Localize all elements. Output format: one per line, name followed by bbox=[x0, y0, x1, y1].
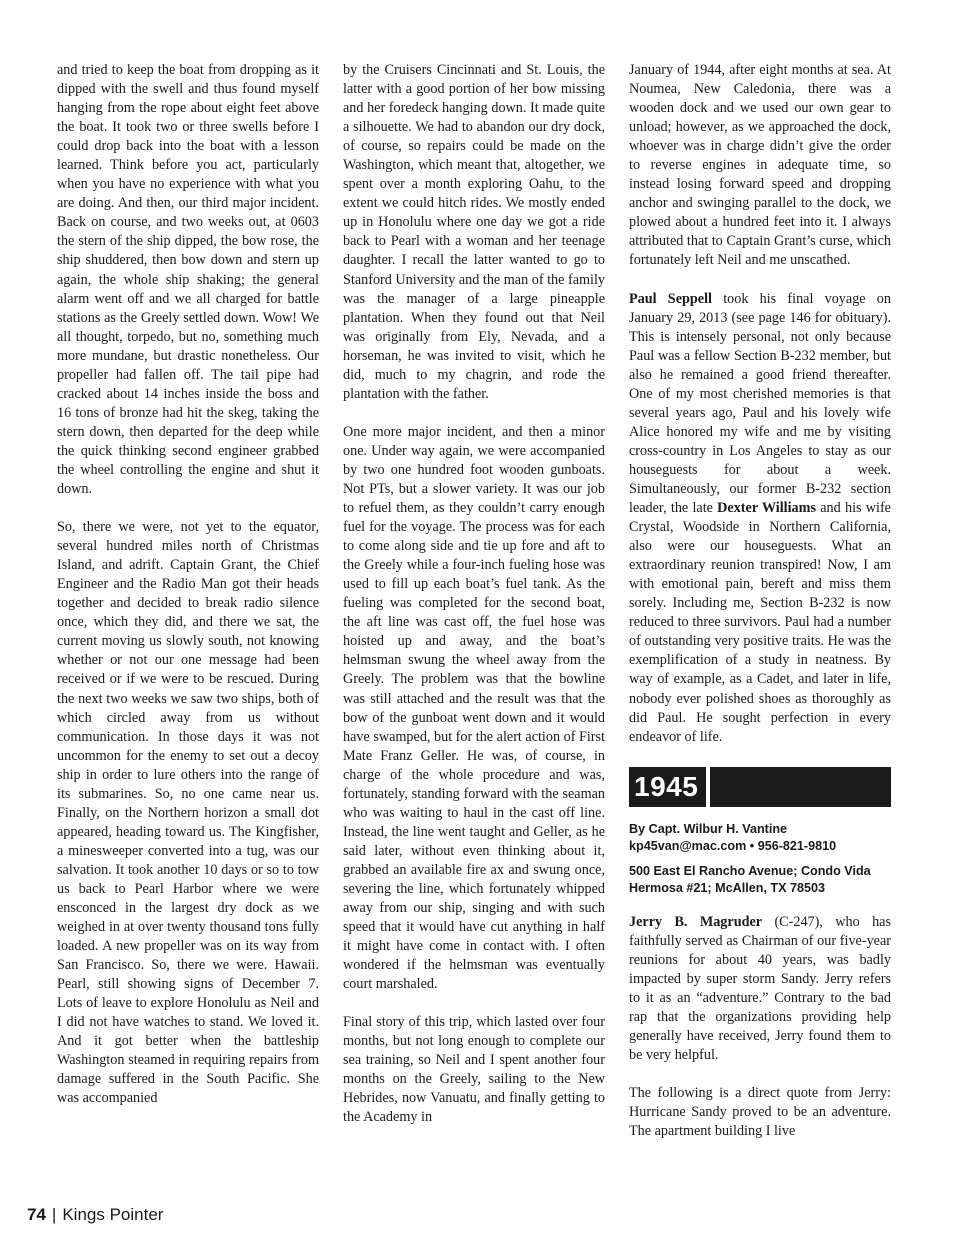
page-number: 74 bbox=[27, 1205, 46, 1224]
footer-separator: | bbox=[51, 1205, 57, 1224]
paragraph-adrift: So, there we were, not yet to the equator, several hundred miles north of Christmas Island, and adrift. Captain Grant, the Chief Engineer and the Radio Man got their heads together and decided to break radio silence once, which they did, and there we sat, the current moving us slowly south, not knowing whether or not our one message had been received or if we were to be rescued. During the next two weeks we saw two ships, both of which circled away from us without communication. In those days it was not uncommon for the enemy to set out a decoy ship in order to lure others into the range of its submarines. So, no one came near us. Finally, on the Northern horizon a small dot appeared, heading toward us. The Kingfisher, a minesweeper converted into a tug, was our salvation. It took another 10 days or so to tow us back to Pearl Harbor where we were ensconced in the largest dry dock as we weighed in at over twenty thousand tons fully loaded. A new propeller was on its way from San Francisco. So, there we were. Hawaii. Pearl, still showing signs of December 7. Lots of leave to explore Honolulu as Neil and I did not have watches to stand. We loved it. And it got better when the battleship Washington steamed in requiring repairs from damage suffered in the South Pacific. She was accompanied bbox=[57, 519, 319, 1107]
column-left bbox=[57, 61, 319, 1109]
page-footer bbox=[27, 1204, 163, 1226]
address-line-2: Hermosa #21; McAllen, TX 78503 bbox=[629, 880, 825, 895]
paragraph-oahu: by the Cruisers Cincinnati and St. Louis, the latter with a good portion of her bow missing and her foredeck hanging down. It made quite a silhouette. We had to abandon our dry dock, of course, so repairs could be made on the Washington, which meant that, altogether, we spent over a month exploring Oahu, to the extent we could hitch rides. We mostly ended up in Honolulu where one day we got a ride back to Pearl with a woman and her teenage daughter. I recall the latter wanted to go to Stanford University and the man of the family was the manager of a large pineapple plantation. When they found out that Neil was originally from Ely, Nevada, and a horseman, he was invited to visit, which he did, much to my chagrin, and rode the plantation with the father. bbox=[343, 62, 606, 402]
column-middle bbox=[343, 61, 605, 1128]
paragraph-gunboats: One more major incident, and then a minor one. Under way again, we were accompanied by two one hundred foot wooden gunboats. Not PTs, but a slower variety. It was our job to refuel them, as they couldn’t carry enough fuel for the voyage. The process was for each to come along side and tie up fore and aft to the Greely while a four-inch fueling hose was used to fill up each boat’s fuel tank. As the fueling was completed for the second boat, the aft line was cast off, the fuel hose was hoisted up and away, and the boat’s helmsman swung the wheel away from the Greely. The problem was that the bowline was still attached and the result was that the bow of the gunboat went down and it would have swamped, but for the alert action of First Mate Franz Geller. He was, of course, in charge of the whole procedure and was, fortunately, standing forward with the seaman who was waiting to haul in the cast off line. Instead, the line went taught and Geller, as he said later, without even thinking about it, grabbed an available fire ax and swung once, severing the line, which fortunately whipped away from our ship, singing and with such speed that it would have cut anything in half it might have come in contact with. I often wondered if the helmsman was eventually court marshaled. bbox=[343, 423, 605, 993]
byline bbox=[629, 821, 891, 855]
paragraph-paul-seppell bbox=[629, 290, 891, 747]
paragraph-jerry-magruder bbox=[629, 913, 891, 1065]
byline-author: By Capt. Wilbur H. Vantine bbox=[629, 821, 788, 836]
paragraph-final-story: Final story of this trip, which lasted over four months, but not long enough to complete our sea training, so Neil and I spent another four months on the Greely, sailing to the New Hebrides, now Vanuatu, and finally getting to the Academy in bbox=[343, 1014, 605, 1126]
column-right bbox=[629, 61, 891, 1141]
byline-contact: kp45van@mac.com • 956-821-9810 bbox=[629, 838, 837, 853]
jerry-magruder-text: (C-247), who has faithfully served as Chairman of our five-year reunions for about 40 years, was badly impacted by super storm Sandy. Jerry refers to it as an “adventure.” Contrary to the bad rap that the organizations providing help generally have received, Jerry found them to be very helpful. bbox=[629, 913, 891, 1063]
publication-name: Kings Pointer bbox=[62, 1205, 164, 1224]
class-year: 1945 bbox=[629, 767, 706, 807]
paul-seppell-text-b: and his wife Crystal, Woodside in Northern California, also were our houseguests. What an extraordinary reunion transpired! Now, I am with emotional pain, bereft and miss them sorely. Including me, Section B-232 is now reduced to three survivors. Paul had a number of outstanding very positive traits. He was the exemplification of a study in neatness. By way of example, as a Cadet, and later in life, nobody ever polished shoes as thoroughly as did Paul. He sought perfection in every endeavor of life. bbox=[629, 500, 891, 745]
byline-address bbox=[629, 863, 891, 897]
paragraph-direct-quote: The following is a direct quote from Jerry: Hurricane Sandy proved to be an adventure. The apartment building I live bbox=[629, 1085, 891, 1140]
paragraph-propeller-incident: and tried to keep the boat from dropping as it dipped with the swell and thus found myself hanging from the rope about eight feet above the boat. It took two or three swells before I could drop back into the boat with a lesson learned. Think before you act, particularly when you have no experience with what you are doing. And then, our third major incident. Back on course, and two weeks out, at 0603 the stern of the ship dipped, the bow rose, the ship shuddered, then bow down and stern up again, the whole ship shaking; the general alarm went off and we all charged for battle stations as the Greely settled down. Wow! We all thought, torpedo, but no, something much more mundane, but drastic nonetheless. Our propeller had fallen off. The tail pipe had cracked about 14 inches inside the boss and 16 tons of bronze had hit the skeg, taking the stern down, then departed for the deep while the quick thinking second engineer grabbed the wheel controlling the engine and shut it down. bbox=[57, 62, 319, 498]
name-paul-seppell: Paul Seppell bbox=[629, 290, 712, 307]
paul-seppell-text-a: took his final voyage on January 29, 2013 (see page 146 for obituary). This is intensely personal, not only because Paul was a fellow Section B-232 member, but also he remained a good friend thereafter. One of my most cherished memories is that several years ago, Paul and his lovely wife Alice honored my wife and me by visiting cross-country in Los Angeles to stay as our houseguests for about a week. Simultaneously, our former B-232 section leader, the late bbox=[629, 290, 891, 517]
name-jerry-magruder: Jerry B. Magruder bbox=[629, 913, 763, 930]
address-line-1: 500 East El Rancho Avenue; Condo Vida bbox=[629, 863, 871, 878]
paragraph-noumea: January of 1944, after eight months at sea. At Noumea, New Caledonia, there was a wooden dock and we used our own gear to unload; however, as we approached the dock, whoever was in charge didn’t give the order to reverse engines in adequate time, so instead losing forward speed and dropping anchor and swinging parallel to the dock, we plowed about a hundred feet into it. I always attributed that to Captain Grant’s curse, which fortunately left Neil and me unscathed. bbox=[629, 62, 892, 269]
banner-bar bbox=[710, 767, 891, 807]
class-year-banner bbox=[629, 767, 891, 807]
name-dexter-williams: Dexter Williams bbox=[717, 500, 816, 517]
